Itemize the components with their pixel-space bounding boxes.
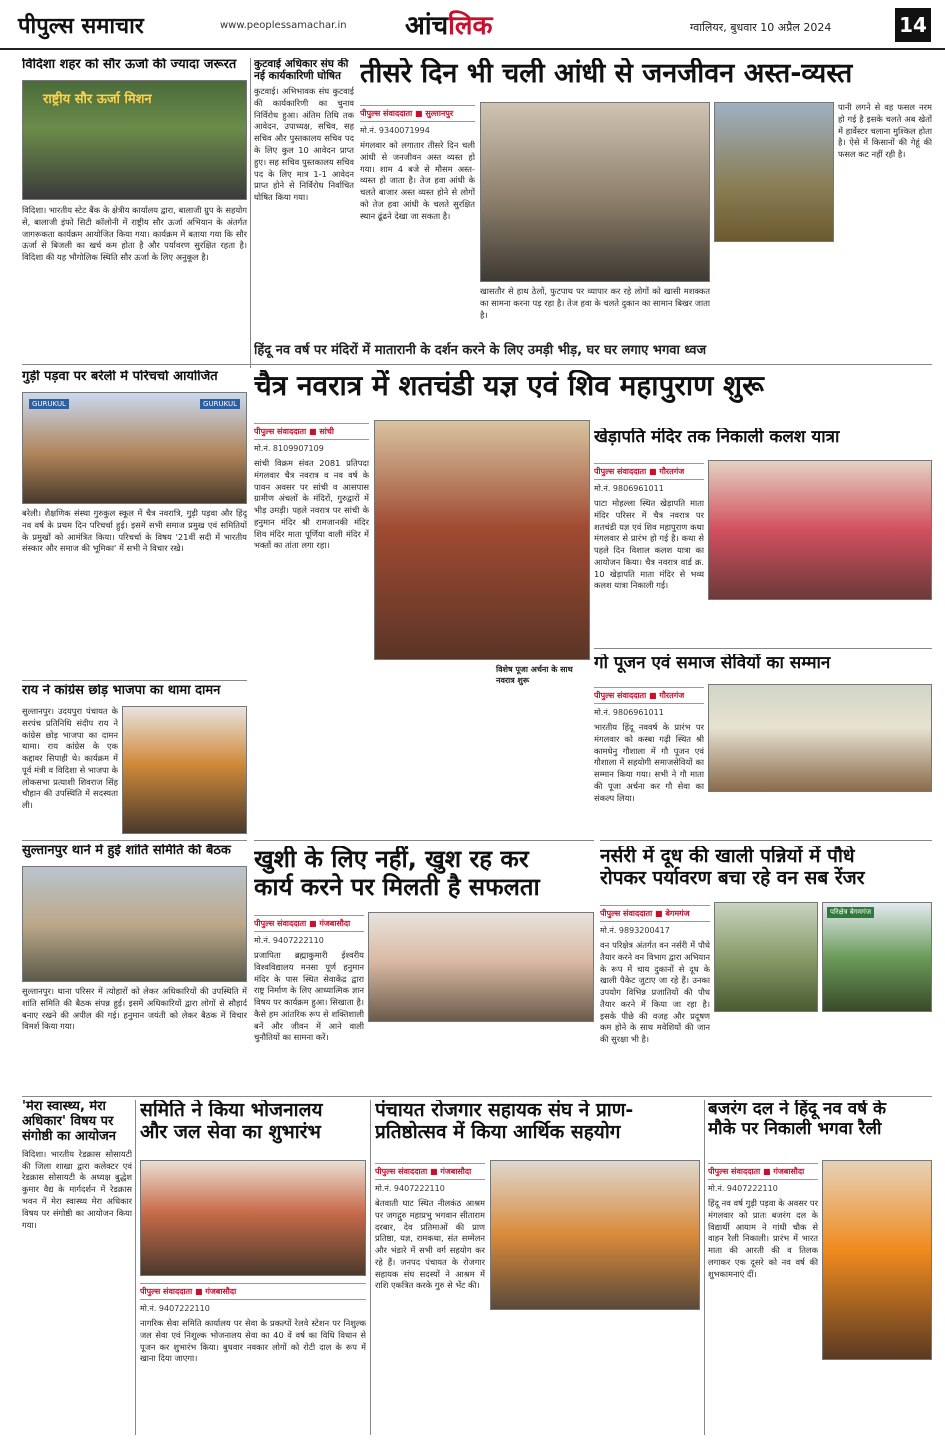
story-storm-headline-box — [360, 58, 932, 98]
headline: सुल्तानपुर थाने में हुई शांति समिति की बैठक — [22, 844, 231, 858]
headline-line-2: मौके पर निकाली भगवा रैली — [708, 1118, 882, 1139]
newspaper-logo: पीपुल्स समाचार — [18, 13, 144, 39]
story-go-poojan-headline-box — [594, 654, 932, 682]
story-body: नागरिक सेवा समिति कार्यालय पर सेवा के प्रकल्पों रेलवे स्टेशन पर निशुल्क जल सेवा एवं निशुल्क भोजनालय सेवा का 40 वें वर्ष का विधि विधान से पूजन कर शुभारंभ किया। बुधवार नवकार लोगों को रोटी दाल के रूप में खाना दिया जाएगा। — [140, 1318, 366, 1364]
storm-market-photo — [480, 102, 710, 282]
nursery-sign: परिक्षेत्र बेगमगंज — [827, 907, 874, 918]
photo-caption: विशेष पूजा अर्चना के साथ नवरात्र शुरू — [496, 665, 573, 685]
bhagwa-rally-photo — [822, 1160, 932, 1360]
gurukul-sign: GURUKUL — [29, 399, 69, 409]
column-rule — [135, 1100, 136, 1435]
storm-field-photo — [714, 102, 834, 242]
headline-line-1: खुशी के लिए नहीं, खुश रह कर — [254, 846, 529, 873]
headline-line-2: रोपकर पर्यावरण बचा रहे वन सब रेंजर — [600, 866, 865, 889]
story-body: भारतीय हिंदू नववर्ष के प्रारंभ पर मंगलवार को कस्बा गढ़ी स्थित श्री कामधेनु गौशाला में गौ पूजन एवं गौशाला में सहयोगी समाजसेवियों का सम्मान किया गया। सभी ने गौ माता की पूजा अर्चना कर गौ सेवा का संकल्प लिया। — [594, 722, 704, 803]
nursery-photo-2 — [822, 902, 932, 1012]
byline: पीपुल्स संवाददाता ■ गौरतगंज — [594, 463, 704, 480]
section-rule — [22, 840, 247, 841]
story-body: मंगलवार को लगातार तीसरे दिन चली आंधी से जनजीवन अस्त व्यस्त हो गया। शाम 4 बजे से मौसम अस्त-व्यस्त हो जाता है। तेज हवा आंधी के चलते बाजार अस्त व्यस्त होने से लोगों को तेज हवा आंधी के चलते सुरक्षित स्थान ढूंढने देखा जा सकता है। — [360, 140, 475, 221]
story-mera-swasthya — [22, 1100, 132, 1435]
mobile-number: मो.नं. 9407222110 — [140, 1304, 210, 1313]
headline: गुड़ी पड़वा पर बरेली में परिचर्चा आयोजित — [22, 370, 218, 384]
story-bhojanalaya-headline-box — [140, 1100, 366, 1156]
headline-line-1: समिति ने किया भोजनालय — [140, 1100, 323, 1121]
story-bajrang-headline-box — [708, 1100, 932, 1156]
story-khushi-col1 — [254, 912, 364, 1092]
story-body: वन परिक्षेत्र अंतर्गत वन नर्सरी में पौधे तैयार करने वन विभाग द्वारा अभियान के रूप में चाय दुकानों से दूध के खाली पैकेट जुटाए जा रहे हैं। उनका उपयोग विभिन्न प्रजातियों की पौध तैयार करने में किया जा रहा है। इसके पीछे की वजह और प्रदूषण कम होने के साथ मवेशियों की जान की सुरक्षा भी है। — [600, 940, 710, 1045]
story-body: पानी लगने से वह फसल नरम हो गई है इसके चलते अब खेतों में हार्वेस्टर चलाना मुश्किल होता है। ऐसे में किसानों की गेहूं की फसल कट नहीं रही है। — [838, 102, 932, 160]
mobile-number: मो.नं. 8109907109 — [254, 444, 324, 453]
headline: 'मेरा स्वास्थ्य, मेरा अधिकार' विषय पर संगोष्ठी का आयोजन — [22, 1100, 116, 1144]
story-congress-bjp — [22, 684, 247, 704]
story-body: कुटवाई। अभिभावक संघ कुटवाई की कार्यकारिणी का चुनाव निर्विरोध हुआ। अंतिम तिथि तक आवेदन, उपाध्यक्ष, सचिव, सह सचिव और पुस्तकालय सचिव पद के लिए कुल 10 आवेदन प्राप्त हुए। सह सचिव पुस्तकालय सचिव पद के लिए मात्र 1-1 आवेदन प्राप्त होने से निर्विरोध निर्वाचित घोषित किया गया। — [254, 86, 354, 203]
byline: पीपुल्स संवाददाता ■ गंजबासौदा — [254, 915, 364, 932]
headline-line-2: और जल सेवा का शुभारंभ — [140, 1120, 321, 1143]
mobile-number: मो.नं. 9407222110 — [254, 936, 324, 945]
website-url[interactable]: www.peoplessamachar.in — [220, 20, 347, 31]
solar-banner-text: राष्ट्रीय सौर ऊर्जा मिशन — [43, 92, 152, 107]
story-shanti-samiti — [22, 844, 247, 864]
byline: पीपुल्स संवाददाता ■ सुल्तानपुर — [360, 105, 475, 122]
gurukul-sign: GURUKUL — [200, 399, 240, 409]
story-body: विदिशा। भारतीय स्टेट बैंक के क्षेत्रीय कार्यालय द्वारा, बालाजी ग्रुप के सहयोग से, बालाजी इंफो सिटी कॉलोनी में राष्ट्रीय सौर ऊर्जा अभियान के अंतर्गत जागरूकता कार्यक्रम आयोजित किया गया। कार्यक्रम में बताया गया कि सौर ऊर्जा से बिजली का खर्च कम होता है और पर्यावरण सुरक्षित रहता है। विदिशा की यह भौगोलिक स्थिति सौर ऊर्जा के लिए अनुकूल है। — [22, 205, 247, 263]
mobile-number: मो.नं. 9340071994 — [360, 126, 430, 135]
story-chaitra-headline-box — [254, 370, 932, 410]
gaushala-photo — [708, 684, 932, 792]
column-rule — [370, 1100, 371, 1435]
hindu-nav-varsh-banner: हिंदू नव वर्ष पर मंदिरों में मातारानी के दर्शन करने के लिए उमड़ी भीड़, घर घर लगाए भगवा ध्वज — [254, 343, 707, 358]
byline: पीपुल्स संवाददाता ■ गंजबासौदा — [708, 1163, 818, 1180]
headline: गो पूजन एवं समाज सेवियों का सम्मान — [594, 654, 831, 673]
story-khedapati-headline-box — [594, 428, 932, 458]
story-body: प्रजापिता ब्रह्माकुमारी ईश्वरीय विश्वविद्यालय मनसा पूर्ण हनुमान मंदिर के पास स्थित सेवाकेंद्र द्वारा राष्ट्र निर्माण के लिए आध्यात्मिक ज्ञान विषय पर कार्यक्रम हुआ। सिखाता है। कैसे हम आंतरिक रूप से शक्तिशाली बनें और जीवन में आने वाली चुनौतियों का सामना करें। — [254, 950, 364, 1043]
kalash-yatra-photo — [708, 460, 932, 600]
story-body: विदिशा। भारतीय रेडक्रास सोसायटी की जिला शाखा द्वारा कलेक्टर एवं रेडक्रास सोसायटी के अध्यक्ष बुद्धेश कुमार वैद्य के मार्गदर्शन में रेडक्रास भवन में मेरा स्वास्थ्य मेरा अधिकार विषय पर संगोष्ठी का आयोजन किया गया। — [22, 1148, 132, 1230]
bhojanalaya-photo — [140, 1160, 366, 1276]
headline: तीसरे दिन भी चली आंधी से जनजीवन अस्त-व्यस्त — [360, 58, 853, 89]
byline: पीपुल्स संवाददाता ■ बेगमगंज — [600, 905, 710, 922]
story-bajrang-col1 — [708, 1160, 818, 1435]
section-rule — [22, 1096, 932, 1097]
section-title: आंचलिक — [405, 11, 493, 41]
column-rule — [704, 1100, 705, 1435]
masthead — [0, 0, 945, 50]
headline: चैत्र नवरात्र में शतचंडी यज्ञ एवं शिव महापुराण शुरू — [254, 370, 764, 402]
headline-line-1: पंचायत रोजगार सहायक संघ ने प्राण- — [375, 1100, 634, 1121]
mobile-number: मो.नं. 9407222110 — [708, 1184, 778, 1193]
joining-photo — [122, 706, 247, 834]
story-body: बरेली। शैक्षणिक संस्था गुरुकुल स्कूल में चैत्र नवरात्रि, गुड़ी पड़वा और हिंदू नव वर्ष के प्रथम दिन परिचर्चा हुई। इसमें सभी समाज प्रमुख एवं समितियों के प्रमुखों को आमंत्रित किया। परिचर्चा के विषय '21वीं सदी में भारतीय संस्कार और समाज की भूमिका' में सभी ने विचार रखे। — [22, 508, 247, 554]
brahmakumari-photo — [368, 912, 594, 1022]
mobile-number: मो.नं. 9806961011 — [594, 708, 664, 717]
section-rule — [594, 648, 932, 649]
headline-line-1: बजरंग दल ने हिंदू नव वर्ष के — [708, 1100, 887, 1119]
panchayat-photo — [490, 1160, 700, 1310]
story-gudi-padwa — [22, 370, 247, 392]
section-rule — [22, 680, 247, 681]
story-kutwai — [254, 58, 354, 368]
story-body: पाटा मोहल्ला स्थित खेड़ापति माता मंदिर परिसर में चैत्र नवरात्र पर शतचंडी यज्ञ एवं शिव महापुराण कथा मंगलवार से प्रारंभ हो गई है। कथा से पहले दिन विशाल कलश यात्रा का आयोजन किया। चैत्र नवरात्र वार्ड क्र. 10 खेड़ापति माता मंदिर से भव्य कलश यात्रा निकाली गई। — [594, 498, 704, 591]
story-khedapati-col1 — [594, 460, 704, 645]
byline: पीपुल्स संवाददाता ■ सांची — [254, 423, 369, 440]
story-body: सुल्तानपुर। उदयपुरा पंचायत के सरपंच प्रतिनिधि संदीप राय ने कांग्रेस छोड़ भाजपा का दामन थामा। राय कांग्रेस के एक कद्दावर सिपाही थे। कार्यक्रम में पूर्व मंत्री व विदिशा से भाजपा के लोकसभा प्रत्याशी शिवराज सिंह चौहान की उपस्थिति में सदस्यता ली। — [22, 706, 118, 811]
headline: राय ने कांग्रेस छोड़ भाजपा का थामा दामन — [22, 684, 221, 698]
story-storm-col1 — [360, 102, 475, 354]
nursery-photo-1 — [714, 902, 818, 1012]
headline: खेड़ापति मंदिर तक निकाली कलश यात्रा — [594, 428, 840, 447]
story-khushi-headline-box — [254, 846, 594, 908]
column-rule — [250, 58, 251, 368]
story-body: सांची विक्रम संवत 2081 प्रतिपदा मंगलवार चैत्र नवरात्र व नव वर्ष के पावन अवसर पर सांची व आसपास ग्रामीण अंचलों के मंदिरों, गुरुद्वारों में भीड़ उमड़ी। पहले नवरात्र पर सांची के हनुमान मंदिर श्री रामजानकी मंदिर शिव मंदिर माता पूर्णिया वाली मंदिर में भक्तों का तांता लगा रहा। — [254, 458, 369, 551]
byline: पीपुल्स संवाददाता ■ गंजबासौदा — [140, 1283, 366, 1300]
havan-crowd-photo — [374, 420, 590, 660]
story-body: सुल्तानपुर। थाना परिसर में त्योहारों को लेकर अधिकारियों की उपस्थिति में शांति समिति की बैठक संपन्न हुई। इसमें अधिकारियों द्वारा लोगों से सौहार्द बनाए रखने की अपील की गई। हनुमान जयंती को लेकर बैठक में विचार विमर्श किया गया। — [22, 986, 247, 1032]
story-panchayat-col1 — [375, 1160, 485, 1435]
mobile-number: मो.नं. 9407222110 — [375, 1184, 445, 1193]
story-bhojanalaya-text — [140, 1280, 366, 1435]
edition-date: ग्वालियर, बुधवार 10 अप्रैल 2024 — [690, 21, 832, 34]
headline-line-2: प्रतिष्ठोत्सव में किया आर्थिक सहयोग — [375, 1120, 621, 1143]
byline: पीपुल्स संवाददाता ■ गौरतगंज — [594, 687, 704, 704]
mobile-number: मो.नं. 9893200417 — [600, 926, 670, 935]
headline: विदिशा शहर को सौर ऊर्जा की ज्यादा जरूरत — [22, 58, 237, 72]
story-panchayat-headline-box — [375, 1100, 700, 1156]
byline: पीपुल्स संवाददाता ■ गंजबासौदा — [375, 1163, 485, 1180]
story-nursery-col1 — [600, 902, 710, 1092]
gudi-padwa-photo — [22, 392, 247, 504]
story-nursery-headline-box — [600, 846, 932, 898]
section-rule — [254, 840, 594, 841]
headline-line-1: नर्सरी में दूध की खाली पन्नियों में पौधे — [600, 846, 855, 867]
solar-event-photo — [22, 80, 247, 200]
section-rule — [22, 364, 932, 365]
section-rule — [600, 840, 932, 841]
page-number: 14 — [895, 8, 931, 42]
mobile-number: मो.नं. 9806961011 — [594, 484, 664, 493]
peace-meeting-photo — [22, 866, 247, 982]
story-go-poojan-col1 — [594, 684, 704, 834]
headline-line-2: कार्य करने पर मिलती है सफलता — [254, 872, 540, 901]
headline: कुटवाई अधिकार संघ की नई कार्यकारिणी घोषित — [254, 58, 349, 83]
story-chaitra-col1 — [254, 420, 369, 838]
story-body: बेतवाती घाट स्थित नीलकंठ आश्रम पर जगद्गुरु महाप्रभु भगवान सीताराम दरबार, देव प्रतिमाओं की प्राण प्रतिष्ठा, यज्ञ, रामकथा, संत सम्मेलन और भंडारे में सभी वर्ग सहयोग कर रहे हैं। जनपद पंचायत के रोजगार सहायक संघ सदस्यों ने आश्रम में राशि एकत्रित करके गुरु से भेंट की। — [375, 1198, 485, 1291]
story-body: हिंदू नव वर्ष गुड़ी पड़वा के अवसर पर मंगलवार को प्रातः बजरंग दल के विद्यार्थी आयाम ने गांधी चौक से वाहन रैली निकाली। प्रारंभ में भारत माता की आरती की व तिलक लगाकर एक दूसरे को नव वर्ष की शुभकामनाएं दीं। — [708, 1198, 818, 1279]
story-body: खासतौर से हाथ ठेलों, फुटपाथ पर व्यापार कर रहे लोगों को खासी मशक्कत का सामना करना पड़ रहा है। तेज हवा के चलते दुकान का सामान बिखर जाता है। — [480, 286, 710, 320]
